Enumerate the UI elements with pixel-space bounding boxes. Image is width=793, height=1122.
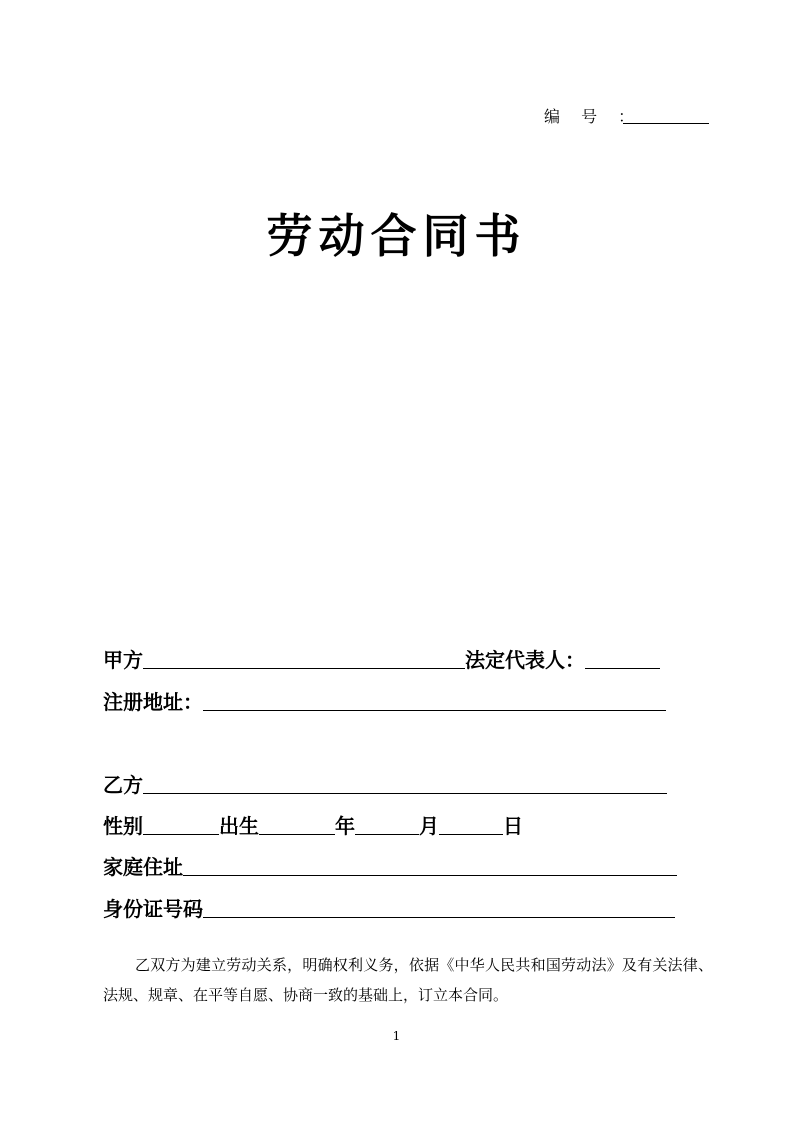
year-label: 年: [335, 814, 355, 838]
page-number: 1: [392, 1029, 401, 1043]
party-a-label: 甲方: [103, 648, 143, 672]
contract-number-label: 编 号 ：: [544, 107, 643, 126]
gender-birth-row: [103, 811, 523, 837]
month-label: 月: [419, 814, 439, 838]
home-address-blank[interactable]: [183, 855, 677, 876]
gender-label: 性别: [103, 814, 143, 838]
party-b-row: [103, 770, 667, 796]
id-number-label: 身份证号码: [103, 897, 203, 921]
id-number-blank[interactable]: [203, 897, 675, 918]
day-label: 日: [503, 814, 523, 838]
legal-rep-label: 法定代表人：: [465, 648, 585, 672]
document-title: 劳动合同书: [266, 209, 527, 263]
birth-day-blank[interactable]: [439, 814, 503, 835]
birth-label: 出生: [219, 814, 259, 838]
party-b-label: 乙方: [103, 773, 143, 797]
birth-month-blank[interactable]: [355, 814, 419, 835]
party-a-name-blank[interactable]: [143, 648, 465, 669]
legal-rep-blank[interactable]: [585, 648, 660, 669]
home-address-row: [103, 852, 677, 878]
party-b-name-blank[interactable]: [143, 773, 667, 794]
gender-blank[interactable]: [143, 814, 219, 835]
registered-address-label: 注册地址：: [103, 690, 203, 714]
party-a-row: [103, 645, 660, 671]
home-address-label: 家庭住址: [103, 855, 183, 879]
contract-number-blank[interactable]: [623, 123, 709, 124]
registered-address-row: [103, 687, 666, 713]
registered-address-blank[interactable]: [203, 690, 666, 711]
birth-year-blank[interactable]: [259, 814, 335, 835]
preamble-paragraph: 乙双方为建立劳动关系，明确权利义务，依据《中华人民共和国劳动法》及有关法律、法规、规章、在平等自愿、协商一致的基础上，订立本合同。: [103, 956, 713, 1004]
id-number-row: [103, 894, 675, 920]
